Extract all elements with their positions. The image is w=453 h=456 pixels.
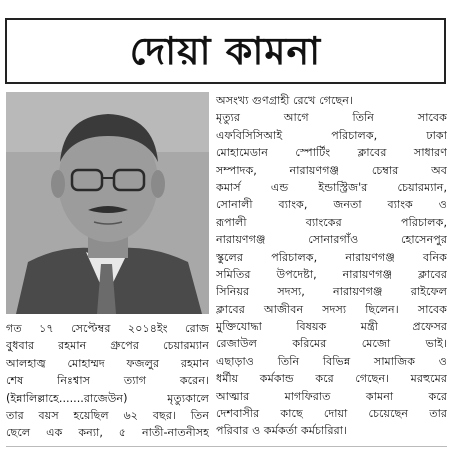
- body-line: স্কুলের পরিচালক, নারায়ণগঞ্জ বনিক: [216, 250, 447, 264]
- body-line: এছাড়াও তিনি বিভিন্ন সামাজিক ও: [216, 354, 447, 368]
- body-line: কমার্স এন্ড ইন্ডাস্ট্রিজ'র চেয়ারম্যান,: [216, 180, 447, 194]
- body-line: এফবিসিসিআই পরিচালক, ঢাকা: [216, 128, 447, 142]
- text-column-left: [6, 320, 209, 442]
- body-line: সম্পাদক, নারায়ণগঞ্জ চেম্বার অব: [216, 163, 447, 177]
- body-line: রূপালী ব্যাংকের পরিচালক,: [216, 215, 447, 229]
- portrait-illustration: [6, 92, 209, 314]
- body-line: তার বয়স হয়েছিল ৬২ বছর। তিন: [6, 408, 209, 422]
- body-line: আত্মার মাগফিরাত কামনা করে: [216, 389, 447, 403]
- text-column-right: [216, 92, 447, 440]
- body-line: গত ১৭ সেপ্টেম্বর ২০১৪ইং রোজ: [6, 322, 209, 335]
- body-line: নারায়ণগঞ্জ সোনারগাঁও হোসেনপুর: [216, 233, 447, 247]
- body-line: ছেলে এক কন্যা, ৫ নাতী-নাতনীসহ: [6, 426, 209, 440]
- body-line: ধর্মীয় কর্মকান্ড করে গেছেন। মরহুমের: [216, 372, 447, 386]
- body-line: মুক্তিযোদ্ধা বিষয়ক মন্ত্রী প্রফেসর: [216, 320, 447, 334]
- body-line: মোহামেডান স্পোর্টিং ক্লাবের সাধারণ: [216, 146, 447, 160]
- bottom-divider: [6, 446, 447, 447]
- notice-title: দোয়া কামনা: [129, 29, 322, 73]
- body-line: সোনালী ব্যাংক, জনতা ব্যাংক ও: [216, 198, 447, 212]
- body-line: অসংখ্য গুণগ্রাহী রেখে গেছেন।: [216, 94, 353, 107]
- body-line: পরিবার ও কর্মকর্তা কর্মচারিরা।: [216, 424, 348, 438]
- title-box: [5, 18, 446, 84]
- body-line: ক্লাবের আজীবন সদস্য ছিলেন। সাবেক: [216, 302, 447, 316]
- body-line: (ইন্নালিল্লাহে.......রাজেউন) মৃত্যুকালে: [6, 391, 209, 405]
- portrait-photo: [6, 92, 209, 314]
- body-line: রেজাউল করিমের মেজো ভাই।: [216, 337, 447, 351]
- body-line: সিনিয়র সদস্য, নারায়ণগঞ্জ রাইফেল: [216, 285, 447, 299]
- body-line: আলহাজ্ব মোহাম্মদ ফজলুর রহমান: [6, 356, 209, 370]
- body-line: শেষ নিঃশ্বাস ত্যাগ করেন।: [6, 374, 209, 388]
- body-line: সমিতির উপদেষ্টা, নারায়ণগঞ্জ ক্লাবের: [216, 267, 447, 281]
- body-line: দেশবাসীর কাছে দোয়া চেয়েছেন তার: [216, 407, 447, 421]
- body-line: মৃত্যুর আগে তিনি সাবেক: [216, 111, 447, 125]
- body-line: বুধবার রহমান গ্রুপের চেয়ারম্যান: [6, 339, 209, 353]
